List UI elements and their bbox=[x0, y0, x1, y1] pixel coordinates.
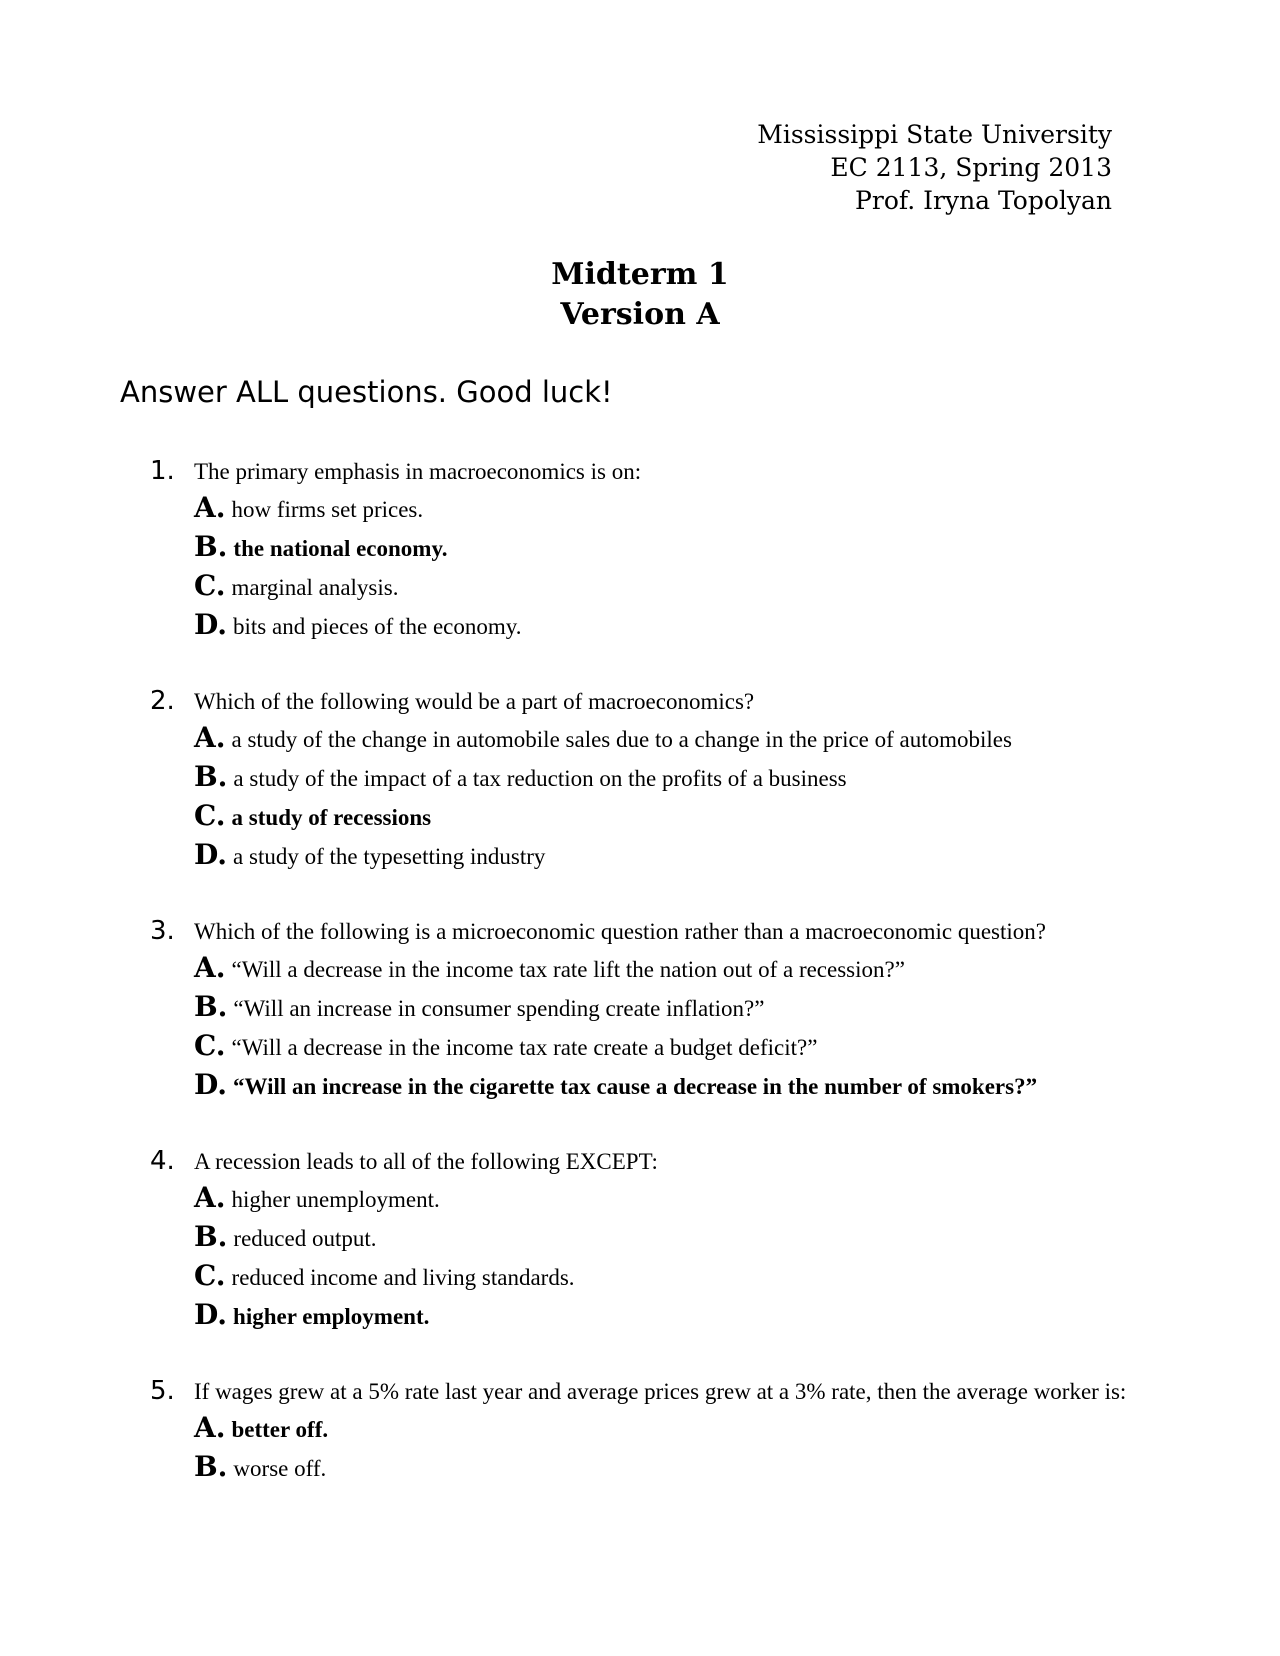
option-a bbox=[194, 491, 1168, 530]
option-text: worse off. bbox=[233, 1456, 327, 1481]
option-c bbox=[194, 569, 1168, 608]
option-letter: C. bbox=[194, 569, 226, 602]
option-letter: A. bbox=[194, 1411, 226, 1444]
option-list bbox=[194, 1181, 1168, 1337]
exam-title-line1: Midterm 1 bbox=[551, 257, 729, 292]
question-number: 5. bbox=[150, 1376, 175, 1406]
option-letter: B. bbox=[194, 1220, 228, 1253]
question-number: 3. bbox=[150, 916, 175, 946]
option-letter: B. bbox=[194, 990, 228, 1023]
option-list bbox=[194, 491, 1168, 647]
option-text: higher employment. bbox=[233, 1304, 430, 1329]
professor-name: Prof. Iryna Topolyan bbox=[855, 186, 1112, 215]
option-text: reduced income and living standards. bbox=[231, 1265, 575, 1290]
option-list bbox=[194, 1411, 1168, 1489]
option-text: bits and pieces of the economy. bbox=[233, 614, 522, 639]
question-4 bbox=[150, 1145, 1168, 1337]
option-d bbox=[194, 608, 1168, 647]
option-c bbox=[194, 1029, 1168, 1068]
question-3 bbox=[150, 915, 1168, 1107]
option-b bbox=[194, 1220, 1168, 1259]
option-letter: C. bbox=[194, 1259, 226, 1292]
question-text: A recession leads to all of the following EXCEPT: bbox=[194, 1149, 658, 1174]
option-text: “Will an increase in the cigarette tax cause a decrease in the number of smokers?” bbox=[233, 1074, 1038, 1099]
option-a bbox=[194, 721, 1168, 760]
option-text: a study of the change in automobile sales due to a change in the price of automobiles bbox=[231, 727, 1012, 752]
question-number: 4. bbox=[150, 1146, 175, 1176]
question-text: The primary emphasis in macroeconomics is on: bbox=[194, 459, 642, 484]
option-text: reduced output. bbox=[233, 1226, 377, 1251]
option-text: a study of the impact of a tax reduction on the profits of a business bbox=[233, 766, 847, 791]
option-b bbox=[194, 1450, 1168, 1489]
exam-title bbox=[0, 255, 1280, 335]
option-list bbox=[194, 721, 1168, 877]
option-d-answer bbox=[194, 1298, 1168, 1337]
option-text: “Will an increase in consumer spending create inflation?” bbox=[233, 996, 765, 1021]
option-b-answer bbox=[194, 530, 1168, 569]
instructions: Answer ALL questions. Good luck! bbox=[120, 375, 613, 409]
option-letter: C. bbox=[194, 799, 226, 832]
option-text: a study of recessions bbox=[231, 805, 432, 830]
option-letter: A. bbox=[194, 1181, 226, 1214]
option-c-answer bbox=[194, 799, 1168, 838]
option-text: the national economy. bbox=[233, 536, 448, 561]
option-letter: D. bbox=[194, 608, 228, 641]
option-text: a study of the typesetting industry bbox=[233, 844, 546, 869]
option-text: higher unemployment. bbox=[231, 1187, 440, 1212]
option-letter: B. bbox=[194, 530, 228, 563]
option-letter: A. bbox=[194, 951, 226, 984]
option-text: “Will a decrease in the income tax rate lift the nation out of a recession?” bbox=[231, 957, 905, 982]
exam-version: Version A bbox=[560, 297, 720, 332]
option-c bbox=[194, 1259, 1168, 1298]
question-1 bbox=[150, 455, 1168, 647]
option-b bbox=[194, 760, 1168, 799]
option-text: “Will a decrease in the income tax rate create a budget deficit?” bbox=[231, 1035, 818, 1060]
option-b bbox=[194, 990, 1168, 1029]
option-letter: D. bbox=[194, 1068, 228, 1101]
option-letter: A. bbox=[194, 491, 226, 524]
question-number: 2. bbox=[150, 686, 175, 716]
option-text: better off. bbox=[231, 1417, 329, 1442]
option-d bbox=[194, 838, 1168, 877]
option-a bbox=[194, 951, 1168, 990]
option-d-answer bbox=[194, 1068, 1168, 1107]
option-letter: B. bbox=[194, 1450, 228, 1483]
exam-header bbox=[757, 118, 1112, 217]
course-info: EC 2113, Spring 2013 bbox=[830, 153, 1112, 182]
question-number: 1. bbox=[150, 456, 175, 486]
question-text: If wages grew at a 5% rate last year and average prices grew at a 3% rate, then the average worker is: bbox=[194, 1379, 1127, 1404]
option-letter: C. bbox=[194, 1029, 226, 1062]
option-text: how firms set prices. bbox=[231, 497, 424, 522]
option-text: marginal analysis. bbox=[231, 575, 399, 600]
option-letter: D. bbox=[194, 838, 228, 871]
option-letter: D. bbox=[194, 1298, 228, 1331]
question-2 bbox=[150, 685, 1168, 877]
question-text: Which of the following would be a part of macroeconomics? bbox=[194, 689, 755, 714]
option-a bbox=[194, 1181, 1168, 1220]
option-list bbox=[194, 951, 1168, 1107]
institution-name: Mississippi State University bbox=[757, 120, 1112, 149]
option-letter: A. bbox=[194, 721, 226, 754]
question-list bbox=[150, 455, 1168, 1527]
question-text: Which of the following is a microeconomic question rather than a macroeconomic question? bbox=[194, 919, 1046, 944]
question-5 bbox=[150, 1375, 1168, 1489]
option-a-answer bbox=[194, 1411, 1168, 1450]
option-letter: B. bbox=[194, 760, 228, 793]
